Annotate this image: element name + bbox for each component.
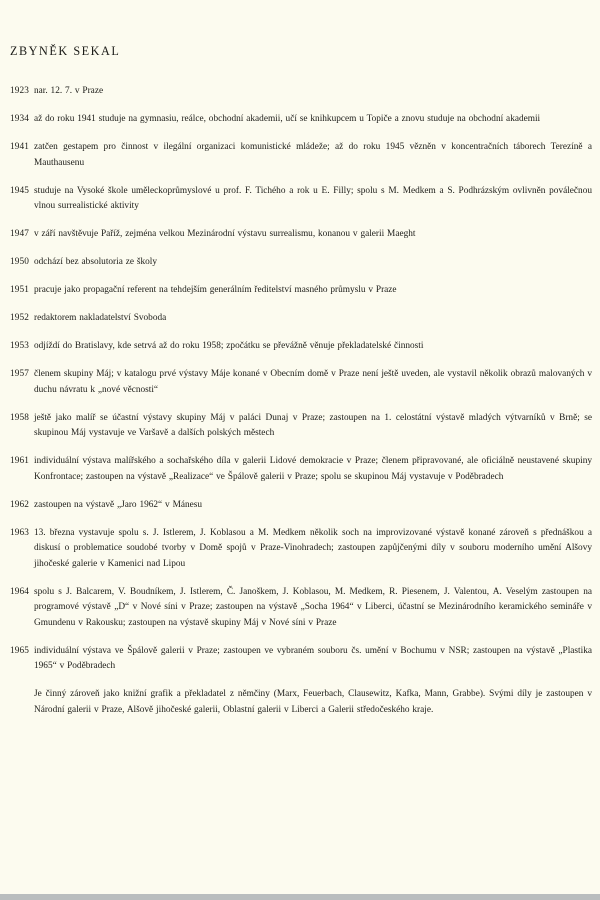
entry-text: zastoupen na výstavě „Jaro 1962“ v Mánesu: [34, 499, 203, 510]
entry-text: studuje na Vysoké škole uměleckoprůmyslové u prof. F. Tichého a rok u E. Filly; spolu s M. Medkem a S. Podhrázským ovlivněn poválečnou vlnou surrealistické aktivity: [34, 185, 592, 211]
entry-year: 1958: [10, 412, 29, 423]
entry-year: 1950: [10, 257, 29, 267]
entry-year: 1962: [10, 499, 29, 510]
chronology-entry: [0, 339, 600, 355]
entry-year: 1951: [10, 285, 29, 295]
chronology-entry: [0, 112, 600, 128]
entry-year: 1947: [10, 229, 29, 239]
entry-year: 1953: [10, 341, 29, 351]
chronology-entry: [0, 498, 600, 514]
entry-text: až do roku 1941 studuje na gymnasiu, reálce, obchodní akademii, učí se knihkupcem u Topiče a znovu studuje na obchodní akademii: [34, 114, 541, 124]
entry-text: odchází bez absolutoria ze školy: [34, 257, 158, 267]
entry-text: individuální výstava ve Špálově galerii v Praze; zastoupen ve vybraném souboru čs. umění v Bochumu v NSR; zastoupen na výstavě „Plastika 1965“ v Poděbradech: [34, 645, 592, 671]
entry-year: 1961: [10, 456, 29, 466]
chronology-entry: [0, 140, 600, 171]
entry-text: odjíždí do Bratislavy, kde setrvá až do roku 1958; zpočátku se převážně věnuje překladatelské činnosti: [34, 341, 424, 351]
chronology-entry: [0, 184, 600, 215]
page-bottom-edge: [0, 894, 600, 900]
entry-text: zatčen gestapem pro činnost v ilegální organizaci komunistické mládeže; až do roku 1945 vězněn v koncentračních táborech Terezíně a Mauthausenu: [34, 142, 592, 168]
chronology-entry: [0, 411, 600, 442]
chronology-list: [0, 84, 600, 731]
chronology-entry: [0, 367, 600, 398]
entry-text: spolu s J. Balcarem, V. Boudníkem, J. Istlerem, Č. Janoškem, J. Koblasou, M. Medkem, R. Piesenem, J. Valentou, A. Veselým zastoupen na programové výstavě „D“ v Nové síni v Praze; zastoupen na výstavě „Socha 1964“ v Liberci, účastní se Mezinárodního keramického semináře v Gmundenu v Rakousku; zastoupen na výstavě skupiny Máj v Nové síni v Praze: [34, 586, 592, 628]
chronology-entry: [0, 84, 600, 100]
entry-text: členem skupiny Máj; v katalogu prvé výstavy Máje konané v Obecním domě v Praze není ještě uveden, ale vystavil několik obrazů malovaných v duchu návratu k „nové věcnosti“: [34, 369, 592, 395]
entry-year: 1963: [10, 527, 29, 538]
entry-text: nar. 12. 7. v Praze: [34, 86, 104, 96]
entry-year: 1923: [10, 86, 29, 96]
entry-text: 13. března vystavuje spolu s. J. Istlerem, J. Koblasou a M. Medkem několik soch na improvizované výstavě konané zároveň s přednáškou a diskusí o problematice soudobé tvorby v Domě spojů v Praze-Vinohradech; zastoupen zapůjčenými díly v souboru moderního umění Alšovy jihočeské galerie v Kamenici nad Lipou: [34, 527, 592, 569]
entry-text: ještě jako malíř se účastní výstavy skupiny Máj v paláci Dunaj v Praze; zastoupen na 1. celostátní výstavě mladých výtvarníků v Brně; se skupinou Máj vystavuje ve Varšavě a dalších polských městech: [34, 412, 592, 438]
entry-text: Je činný zároveň jako knižní grafik a překladatel z němčiny (Marx, Feuerbach, Clausewitz, Kafka, Mann, Grabbe). Svými díly je zastoupen v Národní galerii v Praze, Alšově jihočeské galerii, Oblastní galerii v Liberci a Galerii středočeského kraje.: [34, 689, 592, 715]
entry-year: 1934: [10, 114, 29, 124]
page-title: ZBYNĚK SEKAL: [10, 44, 121, 58]
entry-year: 1952: [10, 313, 29, 323]
chronology-entry: [0, 585, 600, 632]
entry-text: v září navštěvuje Paříž, zejména velkou Mezinárodní výstavu surrealismu, konanou v galerii Maeght: [34, 229, 416, 239]
entry-year: 1957: [10, 369, 29, 379]
chronology-entry: [0, 255, 600, 271]
entry-year: 1964: [10, 586, 29, 597]
entry-year: 1941: [10, 142, 29, 152]
chronology-entry: [0, 227, 600, 243]
entry-text: pracuje jako propagační referent na tehdejším generálním ředitelství masného průmyslu v Praze: [34, 285, 397, 295]
chronology-entry: [0, 283, 600, 299]
entry-text: redaktorem nakladatelství Svoboda: [34, 313, 167, 323]
chronology-entry: [0, 644, 600, 675]
chronology-entry: [0, 526, 600, 573]
entry-year: 1945: [10, 185, 29, 196]
chronology-entry: [0, 687, 600, 718]
entry-text: individuální výstava malířského a sochařského díla v galerii Lidové demokracie v Praze; členem připravované, ale oficiálně neustavené skupiny Konfrontace; zastoupen na výstavě „Realizace“ ve Špálově galerii v Praze; spolu se skupinou Máj vystavuje v Poděbradech: [34, 456, 592, 482]
chronology-entry: [0, 311, 600, 327]
entry-year: 1965: [10, 645, 29, 656]
chronology-entry: [0, 454, 600, 485]
